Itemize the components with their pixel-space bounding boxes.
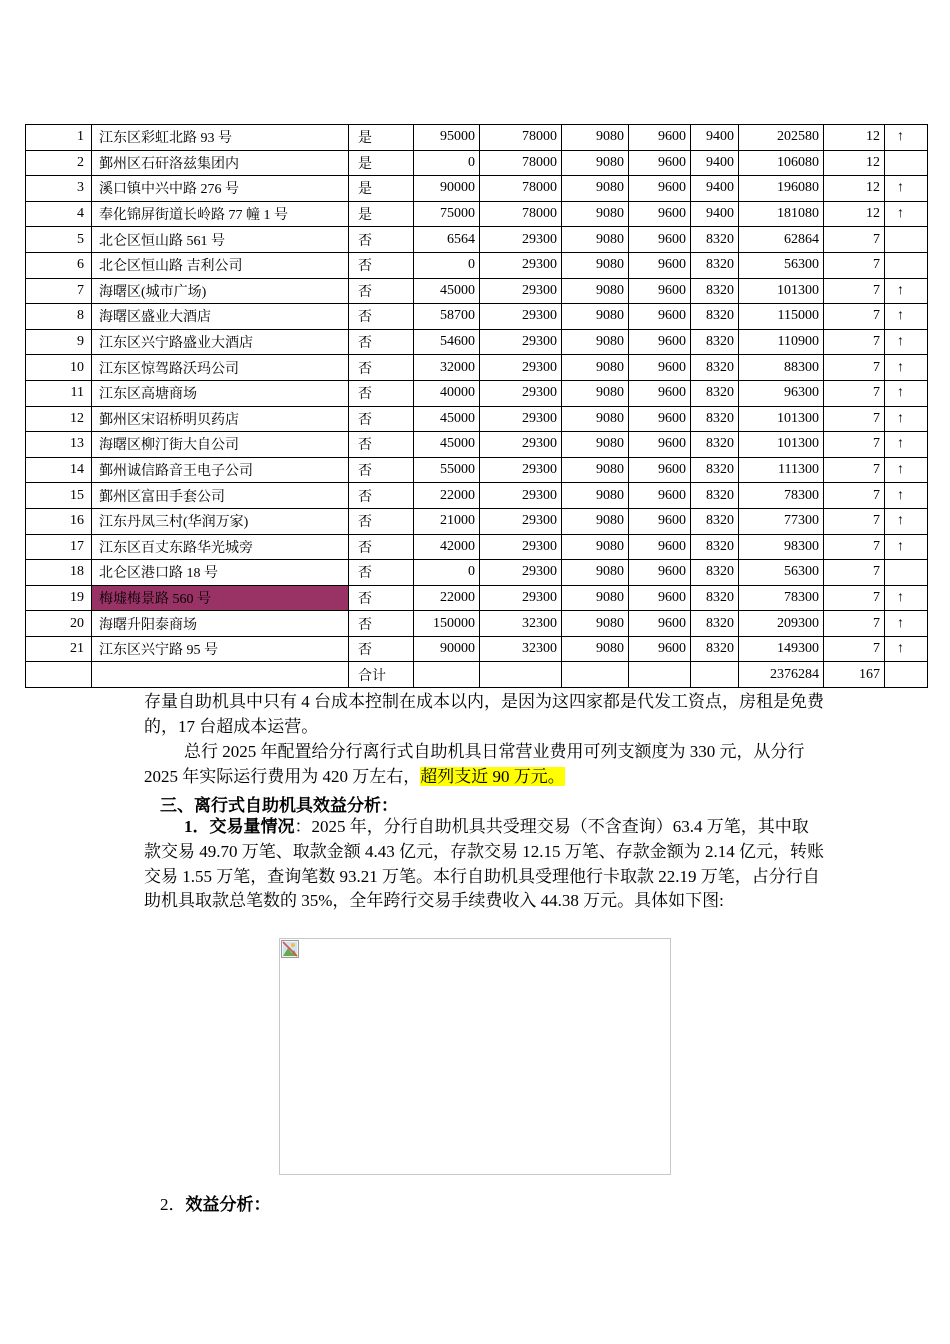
section-heading: 三、离行式自助机具效益分析： (160, 796, 398, 815)
cell-cost-4: 8320 (691, 508, 739, 534)
cell-cost-1: 29300 (480, 278, 562, 304)
cell-count: 7 (824, 508, 885, 534)
cell-count: 7 (824, 329, 885, 355)
table-row (26, 304, 928, 330)
cell-address: 鄞州区富田手套公司 (92, 483, 349, 509)
cell-count: 12 (824, 201, 885, 227)
cell-address: 鄞州区石矸洛兹集团内 (92, 150, 349, 176)
cell-count: 7 (824, 636, 885, 662)
paragraph-text: ：2025 年，分行自助机具共受理交易（不含查询）63.4 万笔，其中取款交易 49.70 万笔、取款金额 4.43 亿元，存款交易 12.15 万笔、存款金额为 2.14 亿元，转账交易 1.55 万笔，查询笔数 93.21 万笔。本行自助机具受理他行卡取款 22.19 万笔，占分行自助机具取款总笔数的 35%，全年跨行交易手续费收入 44.38 万元。具体如下图: (144, 817, 824, 911)
cell-cost-2: 9080 (562, 483, 629, 509)
table-row (26, 483, 928, 509)
cell-cost-1: 29300 (480, 560, 562, 586)
cell-address: 鄞州区宋诏桥明贝药店 (92, 406, 349, 432)
cell-address: 江东区彩虹北路 93 号 (92, 125, 349, 151)
cell-cost-4: 8320 (691, 560, 739, 586)
cell-mark: ↑ (885, 304, 928, 330)
cell-no: 19 (26, 585, 92, 611)
cell-address: 海曙升阳泰商场 (92, 611, 349, 637)
table-row (26, 227, 928, 253)
cell-rent: 90000 (414, 636, 480, 662)
table-row (26, 355, 928, 381)
cell-cost-2: 9080 (562, 201, 629, 227)
cell-cost-4: 8320 (691, 355, 739, 381)
cell-own: 是 (349, 150, 414, 176)
cell-rent: 0 (414, 150, 480, 176)
cell-total: 56300 (739, 560, 824, 586)
cell-empty (92, 662, 349, 688)
cell-cost-3: 9600 (629, 432, 691, 458)
table-row (26, 457, 928, 483)
cell-total: 196080 (739, 176, 824, 202)
cell-mark: ↑ (885, 636, 928, 662)
cell-own: 否 (349, 278, 414, 304)
cell-rent: 0 (414, 560, 480, 586)
cell-address: 奉化锦屏街道长岭路 77 幢 1 号 (92, 201, 349, 227)
cell-cost-3: 9600 (629, 380, 691, 406)
cell-own: 否 (349, 611, 414, 637)
table-row (26, 380, 928, 406)
cell-own: 是 (349, 201, 414, 227)
cell-own: 否 (349, 560, 414, 586)
cell-mark: ↑ (885, 380, 928, 406)
cell-address: 江东区高塘商场 (92, 380, 349, 406)
cell-total: 77300 (739, 508, 824, 534)
cell-cost-2: 9080 (562, 125, 629, 151)
cell-total: 110900 (739, 329, 824, 355)
table-total-row (26, 662, 928, 688)
cell-total: 111300 (739, 457, 824, 483)
cell-mark: ↑ (885, 176, 928, 202)
cell-total: 78300 (739, 483, 824, 509)
paragraph-label: 1．交易量情况 (184, 817, 295, 836)
cell-no: 1 (26, 125, 92, 151)
cell-no: 20 (26, 611, 92, 637)
cell-mark: ↑ (885, 611, 928, 637)
cell-cost-1: 29300 (480, 483, 562, 509)
cell-total: 106080 (739, 150, 824, 176)
cell-cost-2: 9080 (562, 508, 629, 534)
table-body (26, 125, 928, 688)
cell-cost-4: 8320 (691, 585, 739, 611)
cell-count: 7 (824, 534, 885, 560)
cell-total: 149300 (739, 636, 824, 662)
cell-count: 12 (824, 150, 885, 176)
cell-no: 13 (26, 432, 92, 458)
cell-total: 101300 (739, 406, 824, 432)
cell-cost-3: 9600 (629, 508, 691, 534)
embedded-image-placeholder (279, 938, 671, 1175)
cell-cost-3: 9600 (629, 329, 691, 355)
cell-count: 12 (824, 125, 885, 151)
cell-cost-4: 8320 (691, 406, 739, 432)
cell-cost-2: 9080 (562, 611, 629, 637)
cell-cost-4: 8320 (691, 252, 739, 278)
cell-no: 2 (26, 150, 92, 176)
heading-text: 效益分析： (185, 1195, 271, 1214)
cell-cost-3: 9600 (629, 201, 691, 227)
cell-cost-4: 8320 (691, 534, 739, 560)
cell-total: 209300 (739, 611, 824, 637)
cell-cost-1: 78000 (480, 201, 562, 227)
cell-mark: ↑ (885, 457, 928, 483)
cell-cost-3: 9600 (629, 560, 691, 586)
cell-cost-1: 29300 (480, 304, 562, 330)
cell-cost-1: 29300 (480, 252, 562, 278)
cell-total: 181080 (739, 201, 824, 227)
cell-no: 11 (26, 380, 92, 406)
cell-cost-2: 9080 (562, 380, 629, 406)
cell-mark (885, 227, 928, 253)
cell-rent: 45000 (414, 432, 480, 458)
cell-cost-4: 8320 (691, 611, 739, 637)
cell-cost-2: 9080 (562, 176, 629, 202)
cell-rent: 22000 (414, 483, 480, 509)
cell-cost-3: 9600 (629, 483, 691, 509)
cell-own: 否 (349, 432, 414, 458)
cell-mark (885, 252, 928, 278)
cell-cost-1: 32300 (480, 611, 562, 637)
table-row (26, 432, 928, 458)
cell-mark: ↑ (885, 432, 928, 458)
cell-total: 96300 (739, 380, 824, 406)
table-row (26, 636, 928, 662)
cell-cost-4: 8320 (691, 227, 739, 253)
cell-cost-2: 9080 (562, 560, 629, 586)
cell-cost-1: 29300 (480, 329, 562, 355)
cell-total: 56300 (739, 252, 824, 278)
cell-cost-3: 9600 (629, 150, 691, 176)
cell-count: 7 (824, 483, 885, 509)
cell-count: 7 (824, 432, 885, 458)
cell-cost-3: 9600 (629, 125, 691, 151)
cell-mark: ↑ (885, 406, 928, 432)
cell-address: 北仑区恒山路 561 号 (92, 227, 349, 253)
cell-cost-1: 29300 (480, 355, 562, 381)
cell-cost-4: 8320 (691, 380, 739, 406)
cell-cost-4: 8320 (691, 329, 739, 355)
cell-own: 是 (349, 176, 414, 202)
cell-cost-4: 8320 (691, 304, 739, 330)
cell-own: 否 (349, 636, 414, 662)
cell-cost-4: 8320 (691, 636, 739, 662)
cell-empty (562, 662, 629, 688)
cell-rent: 95000 (414, 125, 480, 151)
cell-count: 7 (824, 278, 885, 304)
cell-cost-4: 9400 (691, 125, 739, 151)
cell-count: 7 (824, 380, 885, 406)
cell-cost-3: 9600 (629, 406, 691, 432)
cell-rent: 90000 (414, 176, 480, 202)
cell-cost-1: 29300 (480, 432, 562, 458)
cell-rent: 40000 (414, 380, 480, 406)
cell-empty (885, 662, 928, 688)
table-row (26, 150, 928, 176)
cell-cost-3: 9600 (629, 176, 691, 202)
cell-address: 海曙区柳汀街大自公司 (92, 432, 349, 458)
cell-no: 5 (26, 227, 92, 253)
cell-own: 否 (349, 585, 414, 611)
cell-empty (26, 662, 92, 688)
cell-no: 16 (26, 508, 92, 534)
cell-cost-1: 29300 (480, 457, 562, 483)
cell-own: 否 (349, 457, 414, 483)
cell-cost-3: 9600 (629, 585, 691, 611)
cell-no: 3 (26, 176, 92, 202)
broken-image-icon (281, 940, 299, 958)
cell-cost-2: 9080 (562, 355, 629, 381)
cell-cost-2: 9080 (562, 304, 629, 330)
cell-cost-1: 78000 (480, 125, 562, 151)
cell-cost-2: 9080 (562, 150, 629, 176)
cell-address: 梅墟梅景路 560 号 (92, 585, 349, 611)
cell-count: 7 (824, 611, 885, 637)
cell-own: 否 (349, 508, 414, 534)
cell-cost-3: 9600 (629, 457, 691, 483)
cell-count: 7 (824, 406, 885, 432)
cell-grand-total: 2376284 (739, 662, 824, 688)
table-row (26, 585, 928, 611)
cell-rent: 22000 (414, 585, 480, 611)
cell-own: 否 (349, 227, 414, 253)
cell-cost-3: 9600 (629, 611, 691, 637)
cell-count: 7 (824, 252, 885, 278)
table-row (26, 252, 928, 278)
section-heading-benefit (160, 1190, 271, 1215)
cell-cost-3: 9600 (629, 252, 691, 278)
cell-address: 海曙区(城市广场) (92, 278, 349, 304)
cell-mark: ↑ (885, 483, 928, 509)
cell-count: 7 (824, 585, 885, 611)
cell-no: 9 (26, 329, 92, 355)
cell-cost-2: 9080 (562, 278, 629, 304)
cell-no: 15 (26, 483, 92, 509)
cell-cost-2: 9080 (562, 329, 629, 355)
paragraph-text: 总行 2025 年配置给分行离行式自助机具日常营业费用可列支额度为 330 元，从分行 2025 年实际运行费用为 420 万左右， (144, 742, 805, 786)
cell-own: 否 (349, 483, 414, 509)
cell-cost-2: 9080 (562, 406, 629, 432)
cell-mark: ↑ (885, 355, 928, 381)
cell-own: 否 (349, 406, 414, 432)
cell-cost-1: 32300 (480, 636, 562, 662)
cell-total: 101300 (739, 278, 824, 304)
cell-address: 江东区惊驾路沃玛公司 (92, 355, 349, 381)
cell-total: 115000 (739, 304, 824, 330)
cell-rent: 45000 (414, 278, 480, 304)
cell-own: 否 (349, 304, 414, 330)
cell-cost-1: 29300 (480, 380, 562, 406)
cell-rent: 150000 (414, 611, 480, 637)
cell-rent: 42000 (414, 534, 480, 560)
cell-cost-4: 8320 (691, 278, 739, 304)
heading-number: 2． (160, 1195, 186, 1214)
cell-own: 否 (349, 380, 414, 406)
cell-no: 14 (26, 457, 92, 483)
cell-total-count: 167 (824, 662, 885, 688)
cell-cost-3: 9600 (629, 636, 691, 662)
cell-cost-3: 9600 (629, 227, 691, 253)
cell-rent: 21000 (414, 508, 480, 534)
cell-empty (480, 662, 562, 688)
cell-count: 7 (824, 227, 885, 253)
cell-cost-4: 8320 (691, 457, 739, 483)
cell-cost-3: 9600 (629, 534, 691, 560)
cell-mark: ↑ (885, 201, 928, 227)
cell-mark: ↑ (885, 585, 928, 611)
cell-no: 21 (26, 636, 92, 662)
cell-cost-3: 9600 (629, 304, 691, 330)
cell-rent: 75000 (414, 201, 480, 227)
cell-mark: ↑ (885, 508, 928, 534)
cell-rent: 54600 (414, 329, 480, 355)
cell-address: 北仑区港口路 18 号 (92, 560, 349, 586)
cell-no: 12 (26, 406, 92, 432)
cell-rent: 45000 (414, 406, 480, 432)
cell-no: 6 (26, 252, 92, 278)
cell-cost-2: 9080 (562, 227, 629, 253)
cell-no: 4 (26, 201, 92, 227)
cell-mark (885, 560, 928, 586)
table-row (26, 125, 928, 151)
cell-cost-4: 8320 (691, 432, 739, 458)
cell-cost-4: 9400 (691, 176, 739, 202)
cell-total-label: 合计 (349, 662, 414, 688)
cell-cost-2: 9080 (562, 252, 629, 278)
cell-total: 101300 (739, 432, 824, 458)
cell-address: 江东区百丈东路华光城旁 (92, 534, 349, 560)
cell-cost-3: 9600 (629, 278, 691, 304)
paragraph-text: 存量自助机具中只有 4 台成本控制在成本以内，是因为这四家都是代发工资点，房租是免费的，17 台超成本运营。 (144, 692, 824, 736)
table-row (26, 611, 928, 637)
cell-count: 12 (824, 176, 885, 202)
cell-cost-1: 29300 (480, 585, 562, 611)
cell-cost-2: 9080 (562, 432, 629, 458)
cell-mark: ↑ (885, 329, 928, 355)
cell-cost-3: 9600 (629, 355, 691, 381)
cell-cost-4: 9400 (691, 150, 739, 176)
cell-empty (414, 662, 480, 688)
cell-no: 7 (26, 278, 92, 304)
cell-total: 202580 (739, 125, 824, 151)
paragraph-budget (144, 740, 824, 790)
cell-mark: ↑ (885, 534, 928, 560)
cell-cost-2: 9080 (562, 585, 629, 611)
table-row (26, 560, 928, 586)
cell-count: 7 (824, 304, 885, 330)
paragraph-transactions (144, 815, 824, 914)
table-row (26, 278, 928, 304)
cell-rent: 0 (414, 252, 480, 278)
cell-cost-2: 9080 (562, 457, 629, 483)
table-row (26, 329, 928, 355)
cell-no: 10 (26, 355, 92, 381)
cell-mark (885, 150, 928, 176)
cell-own: 否 (349, 329, 414, 355)
cell-address: 江东区兴宁路 95 号 (92, 636, 349, 662)
cell-no: 17 (26, 534, 92, 560)
cell-empty (691, 662, 739, 688)
cell-address: 江东丹凤三村(华润万家) (92, 508, 349, 534)
cell-total: 98300 (739, 534, 824, 560)
cell-address: 海曙区盛业大酒店 (92, 304, 349, 330)
cell-no: 18 (26, 560, 92, 586)
table-row (26, 176, 928, 202)
cell-cost-2: 9080 (562, 636, 629, 662)
cell-cost-1: 78000 (480, 176, 562, 202)
cell-total: 62864 (739, 227, 824, 253)
cell-count: 7 (824, 457, 885, 483)
cell-count: 7 (824, 355, 885, 381)
table-row (26, 201, 928, 227)
cell-cost-4: 8320 (691, 483, 739, 509)
highlighted-text: 超列支近 90 万元。 (420, 766, 565, 786)
cell-own: 是 (349, 125, 414, 151)
cell-cost-1: 29300 (480, 508, 562, 534)
table-row (26, 406, 928, 432)
cell-address: 溪口镇中兴中路 276 号 (92, 176, 349, 202)
cell-mark: ↑ (885, 125, 928, 151)
cell-cost-2: 9080 (562, 534, 629, 560)
cell-cost-1: 78000 (480, 150, 562, 176)
cell-cost-1: 29300 (480, 534, 562, 560)
cell-address: 北仑区恒山路 吉利公司 (92, 252, 349, 278)
table-row (26, 534, 928, 560)
cell-rent: 6564 (414, 227, 480, 253)
cell-cost-4: 9400 (691, 201, 739, 227)
cell-address: 江东区兴宁路盛业大酒店 (92, 329, 349, 355)
atm-cost-table (25, 124, 928, 688)
cell-own: 否 (349, 355, 414, 381)
cell-rent: 32000 (414, 355, 480, 381)
paragraph-cost-summary (144, 690, 824, 740)
cell-address: 鄞州诚信路音王电子公司 (92, 457, 349, 483)
cell-mark: ↑ (885, 278, 928, 304)
cell-own: 否 (349, 252, 414, 278)
cell-no: 8 (26, 304, 92, 330)
cell-total: 88300 (739, 355, 824, 381)
cell-total: 78300 (739, 585, 824, 611)
cell-own: 否 (349, 534, 414, 560)
cell-cost-1: 29300 (480, 406, 562, 432)
cell-cost-1: 29300 (480, 227, 562, 253)
table-row (26, 508, 928, 534)
cell-count: 7 (824, 560, 885, 586)
cell-rent: 58700 (414, 304, 480, 330)
cell-empty (629, 662, 691, 688)
cell-rent: 55000 (414, 457, 480, 483)
